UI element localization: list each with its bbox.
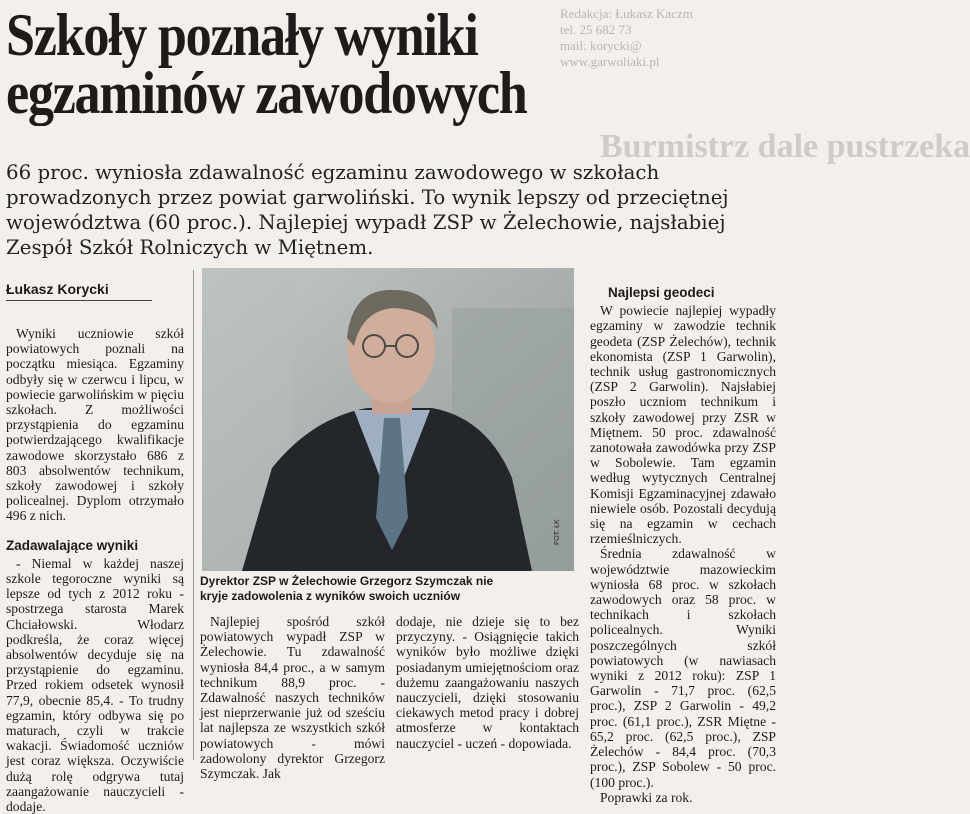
headline <box>6 2 676 126</box>
lead-paragraph: 66 proc. wyniosła zdawalność egzaminu zawodowego w szkołach prowadzonych przez powiat garwoliński. To wynik lepszy od przeciętnej województwa (60 proc.). Najlepiej wypadł ZSP w Żelechowie, najsłabiej Zespół Szkół Rolniczych w Miętnem. <box>6 161 729 259</box>
column-2 <box>200 614 385 781</box>
column-3 <box>396 614 579 751</box>
headline-line-1: Szkoły poznały wyniki <box>6 2 478 68</box>
headline-line-2: egzaminów zawodowych <box>6 60 527 126</box>
col4-paragraph-3: Poprawki za rok. <box>600 789 693 805</box>
col4-paragraph: W powiecie najlepiej wypadły egzaminy w zawodzie technik geodeta (ZSP Żelechów), technik ekonomista (ZSP 1 Garwolin), technik usług gastronomicznych (ZSP 2 Garwolin). Najsłabiej poszło uczniom technikum i szkoły zawodowej przy ZSR w Miętnem. 50 proc. zdawalność zanotowała zawodówka przy ZSP w Sobolewie. Tam egzamin według wytycznych Centralnej Komisji Egzaminacyjnej zdawało niewiele osób. Pozostali decydują się na egzamin w cechach rzemieślniczych. <box>590 303 776 547</box>
byline-rule <box>6 300 152 301</box>
column-1 <box>6 326 184 814</box>
photo-caption: Dyrektor ZSP w Żelechowie Grzegorz Szymczak nie kryje zadowolenia z wyników swoich uczniów <box>200 574 494 603</box>
bleed-headline: Burmistrz dale pustrzeka <box>600 128 970 165</box>
subhead-zadawalajace: Zadawalające wyniki <box>6 537 139 553</box>
column-4 <box>590 285 776 805</box>
column-divider <box>193 270 194 760</box>
col3-paragraph: dodaje, nie dzieje się to bez przyczyny. - Osiągnięcie takich wyników było możliwe dzięki posiadanym umiejętnościom oraz dużemu zaangażowaniu naszych nauczycieli, dzięki stosowaniu ciekawych metod pracy i dobrej atmosferze w kontaktach nauczyciel - uczeń - dopowiada. <box>396 614 579 751</box>
col4-paragraph-2: Średnia zdawalność w województwie mazowieckim wyniosła 68 proc. w szkołach zawodowych oraz 58 proc. w technikach i szkołach policealnych. Wyniki poszczególnych szkół powiatowych (w nawiasach wyniki z 2012 roku): ZSP 1 Garwolin - 71,7 proc. (62,5 proc.), ZSP 2 Garwolin - 49,2 proc. (61,1 proc.), ZSR Miętne - 65,2 proc. (62,5 proc.), ZSP Żelechów - 84,4 proc. (70,3 proc.), ZSP Sobolew - 50 proc. (100 proc.). <box>590 546 776 790</box>
col1-paragraph: Wyniki uczniowie szkół powiatowych poznali na początku miesiąca. Egzaminy odbyły się w czerwcu i lipcu, w powiecie garwolińskim w pięciu szkołach. Z możliwości przystąpienia do egzaminu potwierdzającego kwalifikacje zawodowe skorzystało 686 z 803 absolwentów technikum, szkoły zawodowej i szkoły policealnej. Dyplom otrzymało 496 z nich. <box>6 326 184 524</box>
byline: Łukasz Korycki <box>6 281 109 297</box>
col1-paragraph-2: - Niemal w każdej naszej szkole tegoroczne wyniki są lepsze od tych z 2012 roku - spostrzega starosta Marek Chciałowski. Włodarz podkreśla, że coraz więcej absolwentów decyduje się na przystąpienie do egzaminu. Przed rokiem odsetek wynosił 77,9, obecnie 85,4. - To trudny egzamin, który odbywa się po maturach, czyli w trakcie wakacji. Świadomość uczniów jest coraz większa. Oczywiście dużą rolę odgrywa tutaj zaangażowanie nauczycieli - dodaje. <box>6 555 184 814</box>
col2-paragraph: Najlepiej spośród szkół powiatowych wypadł ZSP w Żelechowie. Tu zdawalność wyniosła 84,4 proc., a w samym technikum 88,9 proc. - Zdawalność naszych techników jest nieprzerwanie już od sześciu lat najlepsza ze wszystkich szkół powiatowych - mówi zadowolony dyrektor Grzegorz Szymczak. Jak <box>200 614 385 782</box>
bleed-text-top: Redakcja: Łukasz Kaczm tel. 25 682 73 mail: korycki@ www.garwoliaki.pl <box>560 6 693 69</box>
photo-credit: FOT. ŁK <box>554 519 561 545</box>
article-photo <box>202 268 574 571</box>
portrait-illustration <box>202 268 574 571</box>
subhead-najlepsi-geodeci: Najlepsi geodeci <box>608 285 715 300</box>
